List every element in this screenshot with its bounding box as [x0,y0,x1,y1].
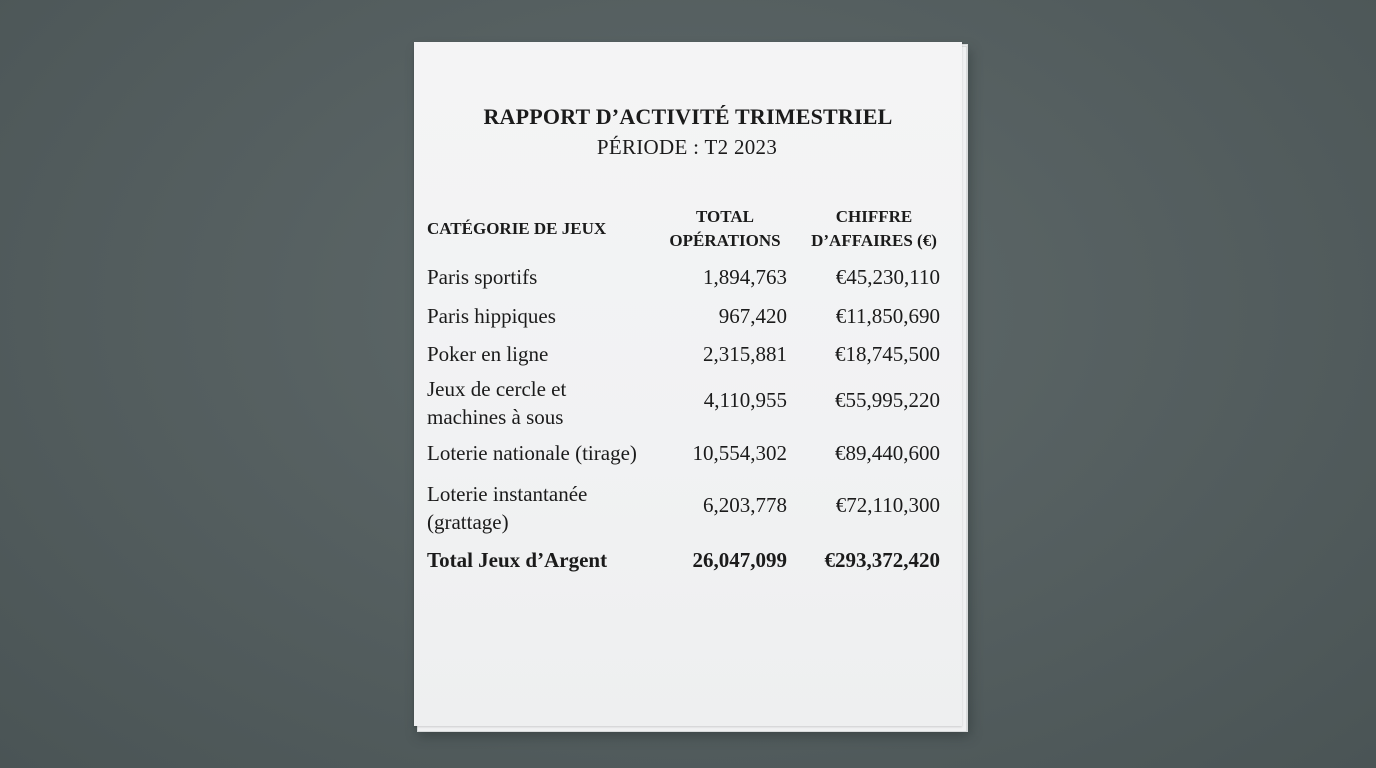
row-category [427,375,667,431]
row-operations: 4,110,955 [703,388,787,412]
row-category [427,480,667,536]
row-revenue: €89,440,600 [835,441,940,465]
report-title: RAPPORT D’ACTIVITÉ TRIMESTRIEL [483,104,893,129]
row-category-line1: Poker en ligne [427,342,549,366]
total-revenue: €293,372,420 [824,548,940,572]
row-category [427,340,667,368]
column-header-operations-line2: OPÉRATIONS [669,231,781,250]
column-header-category: CATÉGORIE DE JEUX [427,219,607,238]
row-category [427,263,667,291]
row-category-line1: Paris hippiques [427,304,556,328]
report-period: PÉRIODE : T2 2023 [596,135,778,159]
row-category-line1: Jeux de cercle et [427,377,567,401]
total-category: Total Jeux d’Argent [427,548,608,572]
row-revenue: €55,995,220 [835,388,940,412]
column-header-revenue-line2: D’AFFAIRES (€) [811,231,937,250]
row-category [427,302,667,330]
column-header-revenue [800,205,948,253]
row-operations: 2,315,881 [703,342,787,366]
row-category-line1: Paris sportifs [427,265,538,289]
column-header-operations-line1: TOTAL [696,207,754,226]
report-document [414,42,962,726]
row-revenue: €72,110,300 [835,493,940,517]
row-revenue: €18,745,500 [835,342,940,366]
row-revenue: €11,850,690 [835,304,940,328]
row-operations: 1,894,763 [703,265,787,289]
total-operations: 26,047,099 [692,548,787,572]
column-header-operations [660,205,790,253]
row-operations: 6,203,778 [703,493,787,517]
row-category-line1: Loterie instantanée [427,482,588,506]
row-operations: 10,554,302 [692,441,787,465]
row-category [427,439,687,467]
row-category-line1: Loterie nationale (tirage) [427,441,637,465]
row-revenue: €45,230,110 [835,265,940,289]
row-category-line2: (grattage) [427,510,509,534]
column-header-revenue-line1: CHIFFRE [835,207,913,226]
row-operations: 967,420 [718,304,787,328]
row-category-line2: machines à sous [427,405,564,429]
